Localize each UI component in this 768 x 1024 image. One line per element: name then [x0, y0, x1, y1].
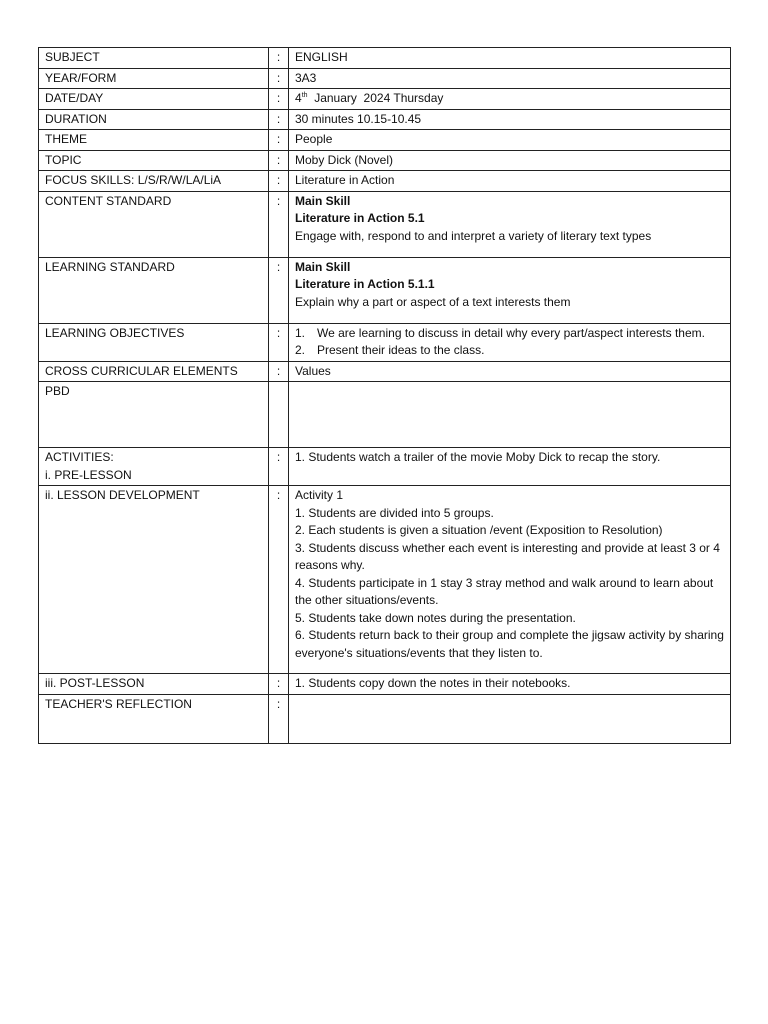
content-standard-text: Engage with, respond to and interpret a variety of literary text types	[295, 228, 652, 243]
focus-skills-label: FOCUS SKILLS: L/S/R/W/LA/LiA	[39, 171, 269, 192]
row-focus-skills	[39, 171, 731, 192]
topic-label: TOPIC	[39, 150, 269, 171]
learning-objectives-label: LEARNING OBJECTIVES	[39, 323, 269, 361]
row-learning-objectives	[39, 323, 731, 361]
post-lesson-label: iii. POST-LESSON	[39, 674, 269, 695]
post-lesson-colon: :	[269, 674, 289, 695]
row-learning-standard	[39, 257, 731, 323]
year-label: YEAR/FORM	[39, 68, 269, 89]
row-duration	[39, 109, 731, 130]
date-colon: :	[269, 89, 289, 110]
lesson-plan-table	[38, 47, 731, 744]
activity-step: 5. Students take down notes during the presentation.	[295, 610, 576, 625]
year-colon: :	[269, 68, 289, 89]
teacher-reflection-colon: :	[269, 694, 289, 743]
subject-label: SUBJECT	[39, 48, 269, 69]
row-lesson-development	[39, 486, 731, 674]
pbd-label: PBD	[39, 382, 269, 448]
activity-title: Activity 1	[295, 488, 344, 502]
row-date	[39, 89, 731, 110]
learning-objectives-value	[289, 323, 731, 361]
activity-step: 2. Each students is given a situation /event (Exposition to Resolution)	[295, 523, 663, 537]
activity-step: 1. Students are divided into 5 groups.	[295, 505, 494, 520]
content-standard-label: CONTENT STANDARD	[39, 191, 269, 257]
objective-number: 1.	[295, 325, 306, 340]
cross-curricular-colon: :	[269, 361, 289, 382]
date-value	[289, 89, 731, 110]
date-day-suffix: th	[301, 92, 308, 99]
content-standard-subheading: Literature in Action 5.1	[295, 211, 425, 225]
year-value: 3A3	[289, 68, 731, 89]
row-post-lesson	[39, 674, 731, 695]
content-standard-heading: Main Skill	[295, 193, 351, 208]
row-subject	[39, 48, 731, 69]
theme-colon: :	[269, 130, 289, 151]
row-content-standard	[39, 191, 731, 257]
learning-standard-heading: Main Skill	[295, 259, 351, 274]
row-cross-curricular	[39, 361, 731, 382]
subject-colon: :	[269, 48, 289, 69]
subject-value: ENGLISH	[289, 48, 731, 69]
objective-text: Present their ideas to the class.	[317, 343, 485, 357]
pre-lesson-heading: i. PRE-LESSON	[45, 467, 132, 482]
learning-standard-text: Explain why a part or aspect of a text interests them	[295, 294, 571, 309]
teacher-reflection-label: TEACHER'S REFLECTION	[39, 694, 269, 743]
lesson-development-value	[289, 486, 731, 674]
cross-curricular-label: CROSS CURRICULAR ELEMENTS	[39, 361, 269, 382]
pre-lesson-value: 1. Students watch a trailer of the movie Moby Dick to recap the story.	[289, 448, 731, 486]
date-rest: January 2024 Thursday	[307, 91, 444, 105]
duration-label: DURATION	[39, 109, 269, 130]
objective-number: 2.	[295, 343, 306, 357]
date-day-number: 4	[295, 91, 302, 105]
lesson-development-colon: :	[269, 486, 289, 674]
row-topic	[39, 150, 731, 171]
lesson-development-label: ii. LESSON DEVELOPMENT	[39, 486, 269, 674]
row-year	[39, 68, 731, 89]
duration-value: 30 minutes 10.15-10.45	[289, 109, 731, 130]
content-standard-value	[289, 191, 731, 257]
post-lesson-value: 1. Students copy down the notes in their notebooks.	[289, 674, 731, 695]
objective-text: We are learning to discuss in detail why every part/aspect interests them.	[317, 325, 705, 340]
learning-standard-label: LEARNING STANDARD	[39, 257, 269, 323]
pre-lesson-label	[39, 448, 269, 486]
teacher-reflection-value	[289, 694, 731, 743]
focus-skills-value: Literature in Action	[289, 171, 731, 192]
objective-item	[295, 342, 724, 360]
row-teacher-reflection	[39, 694, 731, 743]
learning-standard-value	[289, 257, 731, 323]
activity-step: 6. Students return back to their group and complete the jigsaw activity by sharing everyone's situations/events that they listen to.	[295, 628, 724, 660]
learning-standard-colon: :	[269, 257, 289, 323]
pre-lesson-colon: :	[269, 448, 289, 486]
row-pre-lesson	[39, 448, 731, 486]
date-label: DATE/DAY	[39, 89, 269, 110]
cross-curricular-value: Values	[289, 361, 731, 382]
activities-heading: ACTIVITIES:	[45, 450, 114, 464]
duration-colon: :	[269, 109, 289, 130]
row-pbd	[39, 382, 731, 448]
objective-item	[295, 325, 724, 343]
activity-step: 4. Students participate in 1 stay 3 stray method and walk around to learn about the other situations/events.	[295, 575, 714, 607]
row-theme	[39, 130, 731, 151]
content-standard-colon: :	[269, 191, 289, 257]
learning-standard-subheading: Literature in Action 5.1.1	[295, 277, 435, 291]
pbd-value	[289, 382, 731, 448]
activity-step: 3. Students discuss whether each event is interesting and provide at least 3 or 4 reasons why.	[295, 540, 720, 572]
theme-value: People	[289, 130, 731, 151]
theme-label: THEME	[39, 130, 269, 151]
topic-value: Moby Dick (Novel)	[289, 150, 731, 171]
learning-objectives-colon: :	[269, 323, 289, 361]
topic-colon: :	[269, 150, 289, 171]
objectives-list	[295, 325, 724, 360]
pbd-colon	[269, 382, 289, 448]
focus-skills-colon: :	[269, 171, 289, 192]
